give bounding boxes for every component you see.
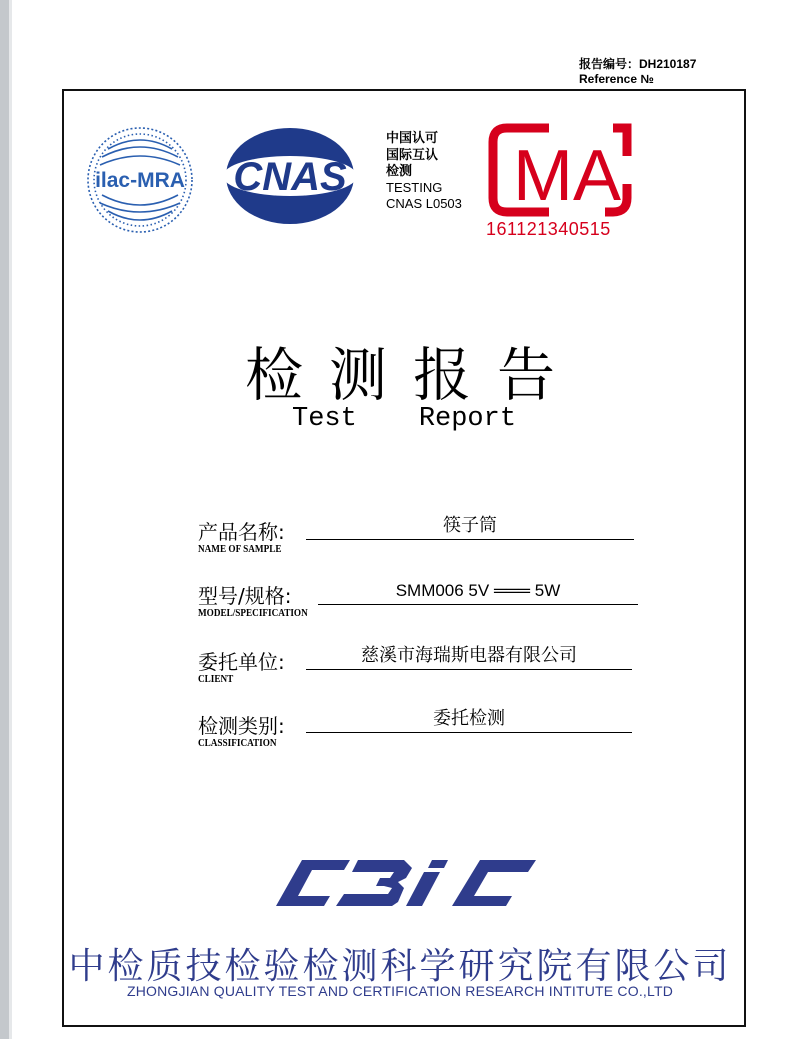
cma-logo: [487, 122, 633, 218]
left-edge-bar-inner: [9, 0, 12, 1039]
cnas-caption-line: TESTING: [386, 179, 443, 195]
organization-name-en: ZHONGJIAN QUALITY TEST AND CERTIFICATION RESEARCH INTITUTE CO.,LTD: [126, 983, 674, 999]
field-sub-sample-name: NAME OF SAMPLE: [198, 544, 282, 555]
field-label-model: 型号/规格:: [198, 584, 292, 608]
cnas-caption-line: CNAS L0503: [386, 196, 462, 211]
field-sub-model: MODEL/SPECIFICATION: [198, 608, 308, 619]
cnas-caption-line: 检测: [386, 163, 413, 178]
cma-number: 161121340515: [486, 219, 611, 239]
reference-label: Reference №: [579, 72, 654, 86]
report-title-en: [292, 404, 516, 434]
field-value-client: 慈溪市海瑞斯电器有限公司: [306, 643, 632, 670]
organization-name-cn: 中检质技检验检测科学研究院有限公司: [68, 946, 732, 987]
cma-logo-text: MA: [513, 136, 621, 216]
field-label-client: 委托单位:: [198, 650, 285, 674]
field-sub-client: CLIENT: [198, 674, 234, 685]
ilac-mra-logo: [78, 117, 202, 243]
report-title-en-word: Test: [292, 404, 357, 434]
cnas-logo: [220, 124, 360, 228]
field-label-sample-name: 产品名称:: [198, 520, 285, 544]
field-label-classification: 检测类别:: [198, 714, 285, 738]
field-value-classification: 委托检测: [306, 706, 632, 733]
ilac-logo-text: ilac-MRA: [95, 169, 185, 192]
field-value-model: SMM006 5V ═══ 5W: [318, 578, 638, 605]
field-value-sample-name: 筷子筒: [306, 513, 634, 540]
left-edge-bar: [0, 0, 9, 1039]
cbic-logo-text: CBiC: [262, 858, 265, 859]
report-number: 报告编号：DH210187: [579, 57, 697, 71]
cnas-caption-line: 国际互认: [386, 146, 439, 162]
cnas-caption: [386, 130, 462, 213]
field-sub-classification: CLASSIFICATION: [198, 738, 277, 749]
report-title-en-word: Report: [418, 404, 517, 434]
report-title-cn: 检测报告: [244, 341, 581, 409]
cnas-logo-text: CNAS: [233, 155, 347, 199]
cbic-logo: [262, 858, 538, 908]
reference-block: [579, 57, 696, 87]
cnas-caption-line: 中国认可: [386, 130, 439, 145]
